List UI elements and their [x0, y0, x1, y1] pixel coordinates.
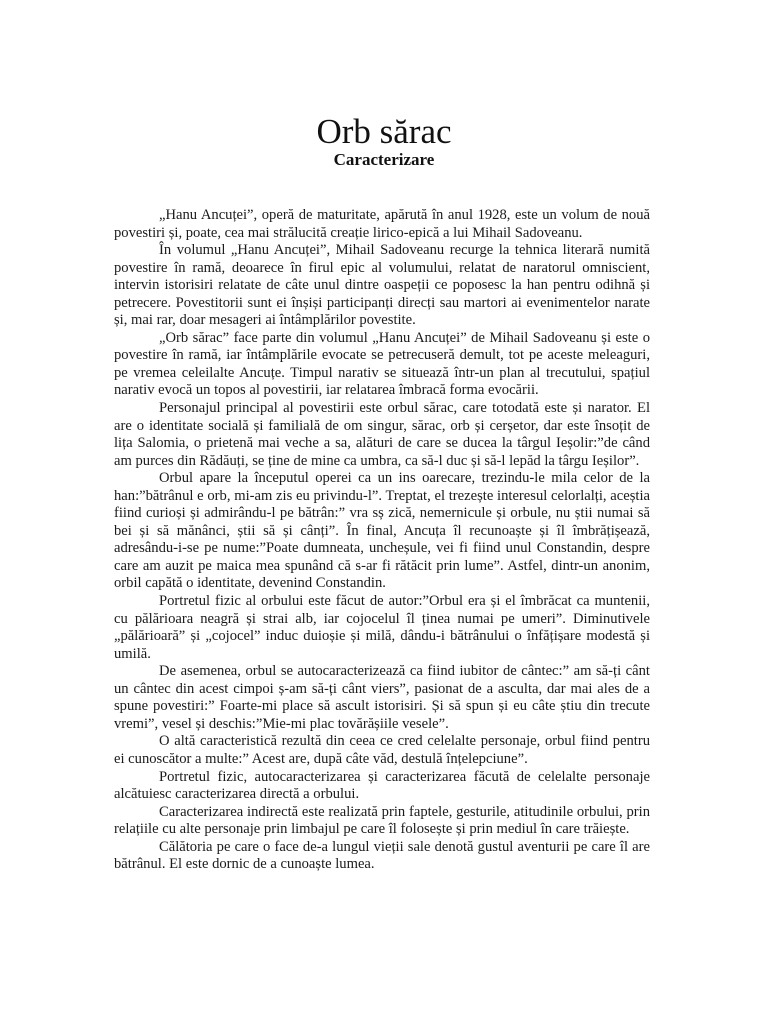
paragraph: Călătoria pe care o face de-a lungul vieții sale denotă gustul aventurii pe care îl are bătrânul. El este dornic de a cunoaște lumea. [114, 838, 650, 873]
paragraph: „Hanu Ancuței”, operă de maturitate, apărută în anul 1928, este un volum de nouă povestiri și, poate, cea mai strălucită creație lirico-epică a lui Mihail Sadoveanu. [114, 207, 650, 241]
paragraph: De asemenea, orbul se autocaracterizează ca fiind iubitor de cântec:” am să-ți cânt un cântec din acest cimpoi ș-am să-ți cânt viers”, pasionat de a asculta, dar mai ales de a spune povestiri:” Foarte-mi place să ascult istorisiri. Și să spun și eu câte știu din trecute vremi”, vesel și deschis:”Mie-mi plac tovărășiile vesele”. [114, 663, 650, 732]
paragraph: „Orb sărac” face parte din volumul „Hanu Ancuței” de Mihail Sadoveanu și este o povestire în ramă, iar întâmplările evocate se petrecuseră demult, tot pe aceste meleaguri, pe vremea celeilalte Ancuțe. Timpul narativ se situează într-un plan al trecutului, spațiul narativ evocă un topos al povestirii, iar relatarea îmbracă forma evocării. [114, 329, 650, 399]
paragraph: Orbul apare la începutul operei ca un ins oarecare, trezindu-le mila celor de la han:”bătrânul e orb, mi-am zis eu privindu-l”. Treptat, el trezește interesul celorlalți, aceștia fiind curioși și admirându-l pe bătrân:” vra sș zică, nemernicule și orbule, nu știi numai să bei și să mănânci, știi să și cânți”. În final, Ancuța îl recunoaște și îl îmbrățișează, adresându-i-se pe nume:”Poate dumneata, uncheșule, vei fi fiind unul Constandin, despre care am auzit pe maica mea spunând că s-ar fi rătăcit prin lume”. Astfel, dintr-un anonim, orbil capătă o identitate, devenind Constandin. [114, 470, 650, 592]
document-title: Orb sărac [316, 112, 452, 151]
paragraph: În volumul „Hanu Ancuței”, Mihail Sadoveanu recurge la tehnica literară numită povestire în ramă, deoarece în firul epic al volumului, relatat de naratorul omniscient, intervin istorisiri relatate de câte unul dintre oaspeții ce poposesc la han pentru odihnă și petrecere. Povestitorii sunt ei înșiși participanți direcți sau martori ai evenimentelor narate și, mai rar, doar mesageri ai întâmplărilor povestite. [114, 242, 650, 329]
document-subtitle: Caracterizare [333, 150, 435, 169]
paragraph: Personajul principal al povestirii este orbul sărac, care totodată este și narator. El are o identitate socială și familială de om singur, sărac, orb și cerșetor, dar este însoțit de lița Salomia, o prietenă mai veche a sa, alături de care se ducea la târgul Ieșolir:”de când am purces din Rădăuți, se ține de mine ca umbra, ca să-l duc și să-l lepăd la târgu Ieșilor”. [114, 400, 650, 469]
paragraph: Portretul fizic al orbului este făcut de autor:”Orbul era și el îmbrăcat ca muntenii, cu pălărioara neagră și strai alb, iar cojocelul îl ținea numai pe umeri”. Diminutivele „pălărioară” și „cojocel” induc duioșie și milă, dându-i bătrânului o înfățișare modestă și umilă. [114, 593, 650, 662]
paragraph: Portretul fizic, autocaracterizarea și caracterizarea făcută de celelalte personaje alcătuiesc caracterizarea directă a orbului. [114, 768, 650, 803]
paragraph: Caracterizarea indirectă este realizată prin faptele, gesturile, atitudinile orbului, prin relațiile cu alte personaje prin limbajul pe care îl folosește și prin mediul în care trăiește. [114, 803, 650, 838]
document-body [114, 207, 650, 874]
paragraph: O altă caracteristică rezultă din ceea ce cred celelalte personaje, orbul fiind pentru ei cunoscător a multe:” Acest are, după câte văd, destulă înțelepciune”. [114, 733, 650, 767]
